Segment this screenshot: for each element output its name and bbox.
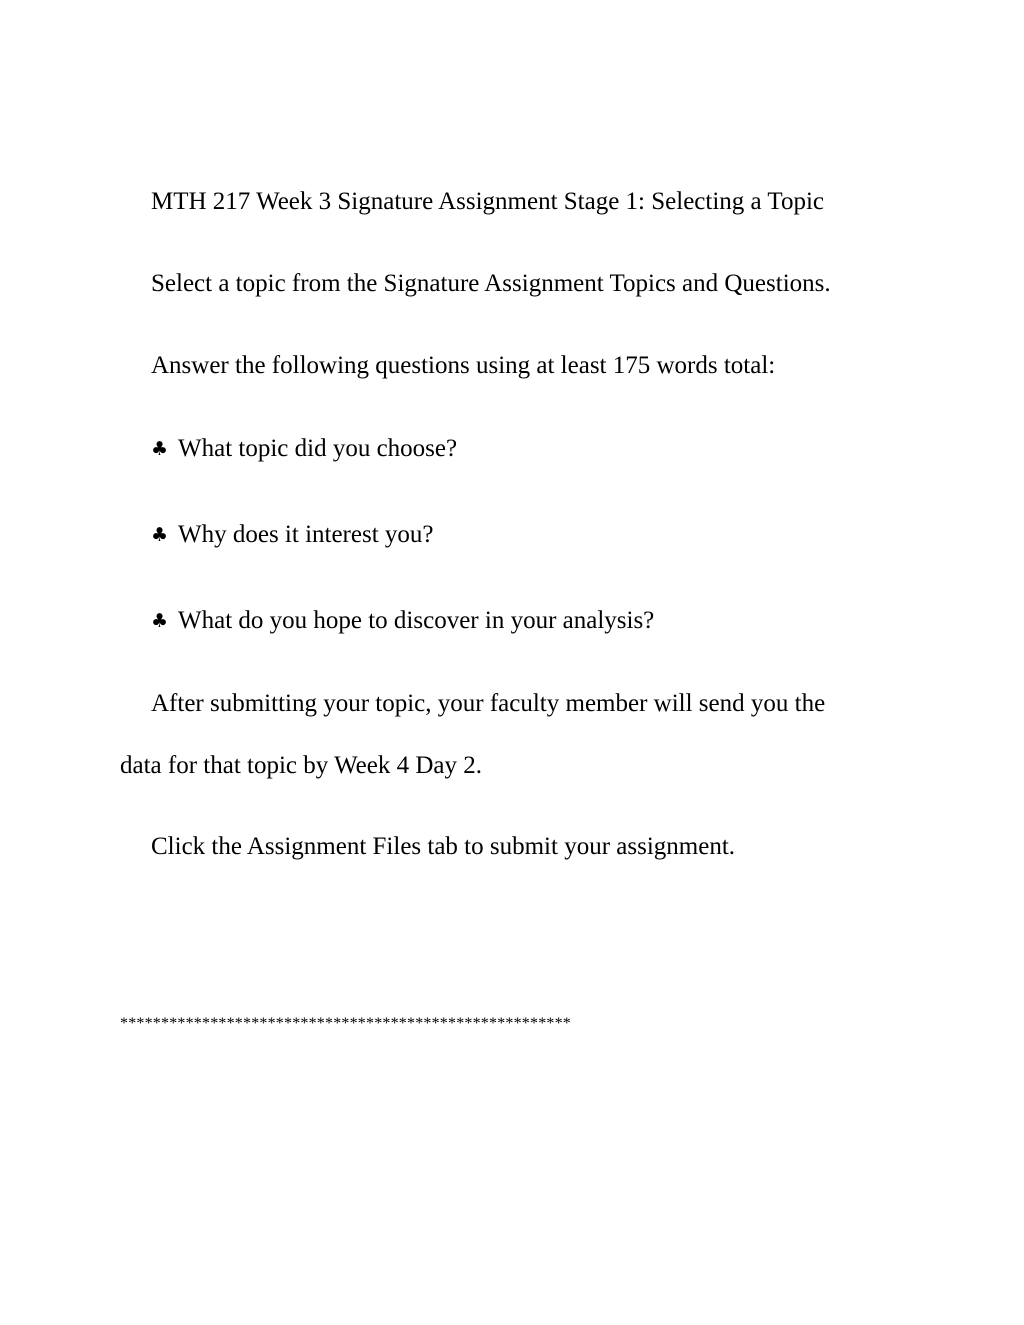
document-title: MTH 217 Week 3 Signature Assignment Stage 1: Selecting a Topic	[151, 188, 824, 215]
question-item	[151, 434, 457, 464]
club-bullet-icon: ♣	[151, 610, 169, 632]
asterisk-separator: *******************************************************	[120, 1015, 571, 1032]
intro-paragraph: Select a topic from the Signature Assignment Topics and Questions.	[151, 270, 831, 297]
submit-note: Click the Assignment Files tab to submit your assignment.	[151, 833, 736, 860]
question-item	[151, 520, 434, 550]
after-paragraph-line-2: data for that topic by Week 4 Day 2.	[120, 752, 482, 779]
question-text: What do you hope to discover in your analysis?	[178, 607, 655, 634]
after-paragraph-line-1: After submitting your topic, your faculty member will send you the	[151, 690, 826, 717]
club-bullet-icon: ♣	[151, 438, 169, 460]
question-text: What topic did you choose?	[178, 435, 458, 462]
question-item	[151, 606, 654, 636]
club-bullet-icon: ♣	[151, 524, 169, 546]
instruction-paragraph: Answer the following questions using at least 175 words total:	[151, 352, 776, 379]
question-text: Why does it interest you?	[178, 521, 434, 548]
